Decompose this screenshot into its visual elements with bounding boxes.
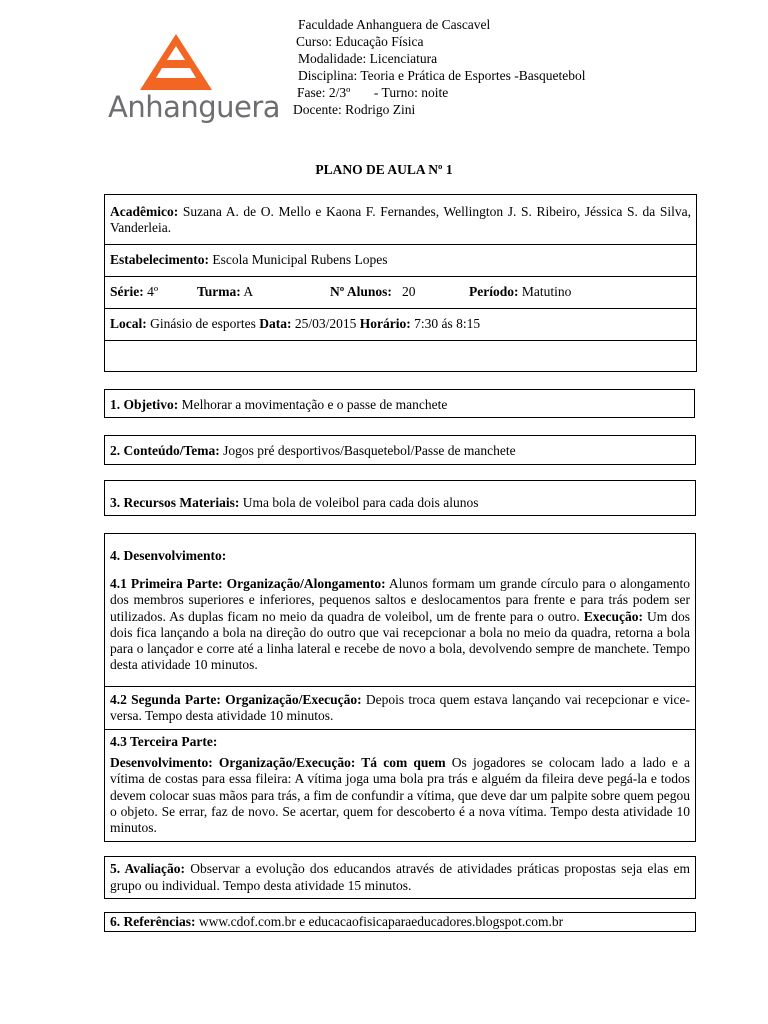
local-value: Ginásio de esportes: [150, 316, 256, 331]
referencias-box: [104, 912, 696, 932]
docente: Docente: Rodrigo Zini: [293, 102, 416, 117]
conteudo-value: Jogos pré desportivos/Basquetebol/Passe de manchete: [223, 443, 516, 458]
serie-row: [105, 277, 696, 309]
estabelecimento-row: [105, 245, 696, 277]
avaliacao-label: 5. Avaliação:: [110, 861, 186, 876]
anhanguera-logo: [104, 32, 281, 132]
desenvolvimento-heading: 4. Desenvolvimento:: [110, 548, 227, 563]
recursos-box: [104, 480, 696, 516]
periodo-label: Período:: [469, 284, 519, 299]
estabelecimento-label: Estabelecimento:: [110, 252, 209, 267]
objetivo-value: Melhorar a movimentação e o passe de manchete: [181, 397, 448, 412]
conteudo-box: [104, 435, 696, 465]
terceira-parte-text: Os jogadores se colocam lado a lado e a vítima de costas para essa fileira: A vítima joga uma bola pra trás e alguém da fileira deve pegá-la e todos devem colocar suas mãos para trás, a fim de confundir a vítima, que deve dar um palpite sobre quem pegou o objeto. Se errar, faz de novo. Se acertar, quem for descoberto é a nova vítima. Tempo desta atividade 10 minutos.: [110, 755, 691, 836]
desenvolvimento-box: [104, 533, 696, 842]
primeira-parte: [105, 534, 695, 687]
academico-row: [105, 195, 696, 245]
objetivo-label: 1. Objetivo:: [110, 397, 179, 412]
local-row: [105, 309, 696, 341]
horario-value: 7:30 ás 8:15: [414, 316, 481, 331]
alunos-label: Nº Alunos:: [330, 284, 392, 299]
recursos-value: Uma bola de voleibol para cada dois alunos: [242, 495, 479, 510]
avaliacao-value: Observar a evolução dos educandos através de atividades práticas propostas seja elas em grupo ou individual. Tempo desta atividade 15 minutos.: [110, 861, 690, 893]
terceira-parte: [105, 730, 695, 841]
periodo-value: Matutino: [521, 284, 572, 299]
alunos-value: 20: [401, 284, 416, 299]
academico-value: Suzana A. de O. Mello e Kaona F. Fernandes, Wellington J. S. Ribeiro, Jéssica S. da Silva, Vanderleia.: [110, 204, 691, 235]
execucao-text: Um dos dois fica lançando a bola na direção do outro que vai recepcionar a bola no meio da quadra, retorna a bola para o lançador e corre até a linha lateral e recebe de novo a bola, devolvendo sempre de manchete. Tempo desta atividade 10 minutos.: [110, 608, 690, 673]
turma-value: A: [243, 284, 254, 299]
horario-label: Horário:: [359, 316, 411, 331]
serie-value: 4º: [147, 284, 159, 299]
institution-header: [292, 16, 585, 118]
conteudo-label: 2. Conteúdo/Tema:: [110, 443, 220, 458]
empty-row: [105, 341, 696, 371]
alunos-field: [330, 284, 415, 300]
referencias-label: 6. Referências:: [110, 914, 196, 929]
faculdade: Faculdade Anhanguera de Cascavel: [298, 17, 491, 32]
recursos-label: 3. Recursos Materiais:: [110, 495, 240, 510]
fase-turno: Fase: 2/3º - Turno: noite: [297, 85, 449, 100]
local-label: Local:: [110, 316, 147, 331]
terceira-parte-label: Desenvolvimento: Organização/Execução: Tá com quem: [110, 755, 446, 771]
referencias-value: www.cdof.com.br e educacaofisicaparaeducadores.blogspot.com.br: [198, 914, 564, 929]
academico-label: Acadêmico:: [110, 204, 179, 219]
data-label: Data:: [259, 316, 292, 331]
primeira-parte-text: Alunos formam um grande círculo para o alongamento dos membros superiores e inferiores, pequenos saltos e deslocamentos para frente e para trás podem ser utilizados. As duplas ficam no meio da quadra de voleibol, um de frente para o outro.: [110, 576, 690, 624]
segunda-parte-text: Depois troca quem estava lançando vai recepcionar e vice-versa. Tempo desta atividade 10 minutos.: [110, 692, 691, 724]
segunda-parte-label: 4.2 Segunda Parte: Organização/Execução:: [110, 692, 362, 707]
logo-wordmark: Anhanguera: [108, 90, 281, 124]
serie-label: Série:: [110, 284, 144, 299]
primeira-parte-label: 4.1 Primeira Parte: Organização/Alongamento:: [110, 576, 386, 592]
turma-field: [197, 284, 253, 300]
avaliacao-box: [104, 856, 696, 899]
curso: Curso: Educação Física: [296, 34, 424, 49]
data-value: 25/03/2015: [294, 316, 357, 331]
execucao-label: Execução:: [583, 608, 643, 624]
info-table: [104, 194, 697, 372]
estabelecimento-value: Escola Municipal Rubens Lopes: [212, 252, 388, 267]
objetivo-box: [104, 389, 695, 418]
page-title: PLANO DE AULA Nº 1: [315, 162, 453, 177]
modalidade: Modalidade: Licenciatura: [298, 51, 438, 66]
anhanguera-triangle-icon: [138, 32, 214, 92]
periodo-field: [469, 284, 571, 300]
disciplina: Disciplina: Teoria e Prática de Esportes -Basquetebol: [298, 68, 586, 83]
segunda-parte: [105, 687, 695, 730]
terceira-parte-heading: 4.3 Terceira Parte:: [110, 734, 218, 749]
serie-field: [110, 284, 158, 300]
turma-label: Turma:: [197, 284, 241, 299]
